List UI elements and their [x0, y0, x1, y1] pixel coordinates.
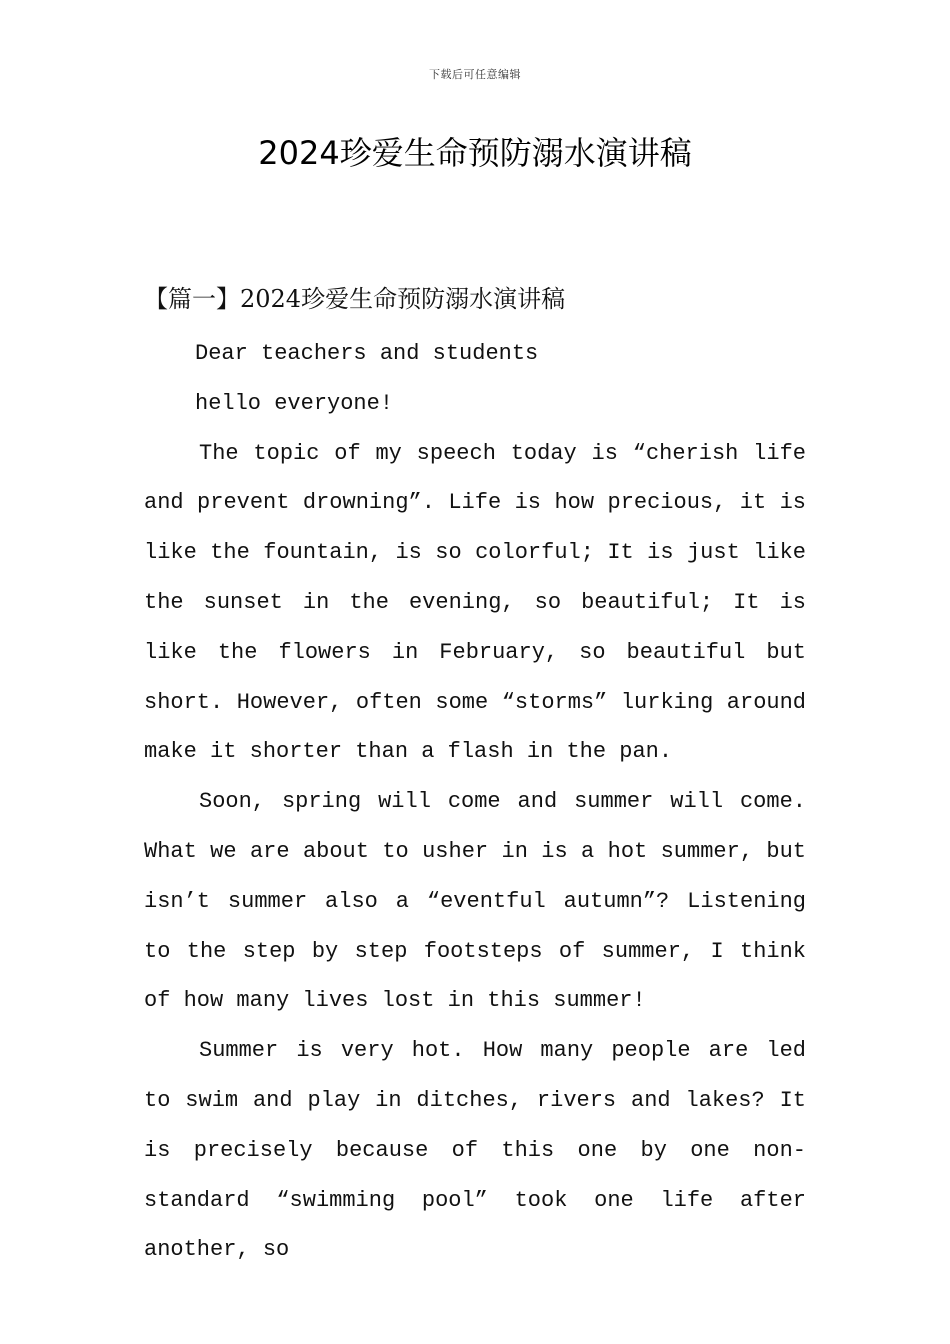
- paragraph: Summer is very hot. How many people are led to swim and play in ditches, rivers and lakes? It is precisely because of this one by one non-standard “swimming pool” took one life after another, so: [144, 1038, 806, 1263]
- paragraph: The topic of my speech today is “cherish life and prevent drowning”. Life is how precious, it is like the fountain, is so colorful; It is just like the sunset in the evening, so beautiful; It is like the flowers in February, so beautiful but short. However, often some “storms” lurking around make it shorter than a flash in the pan.: [144, 440, 806, 765]
- salutation: Dear teachers and students: [195, 341, 539, 366]
- header-note: 下载后可任意编辑: [429, 68, 521, 81]
- section-heading: 【篇一】2024珍爱生命预防溺水演讲稿: [144, 285, 566, 313]
- document-title: 2024珍爱生命预防溺水演讲稿: [258, 134, 692, 172]
- paragraph: Soon, spring will come and summer will come. What we are about to usher in is a hot summer, but isn’t summer also a “eventful autumn”? Listening to the step by step footsteps of summer, I think of how many lives lost in this summer!: [144, 789, 806, 1014]
- document-body: [144, 280, 806, 1275]
- greeting: hello everyone!: [195, 390, 394, 416]
